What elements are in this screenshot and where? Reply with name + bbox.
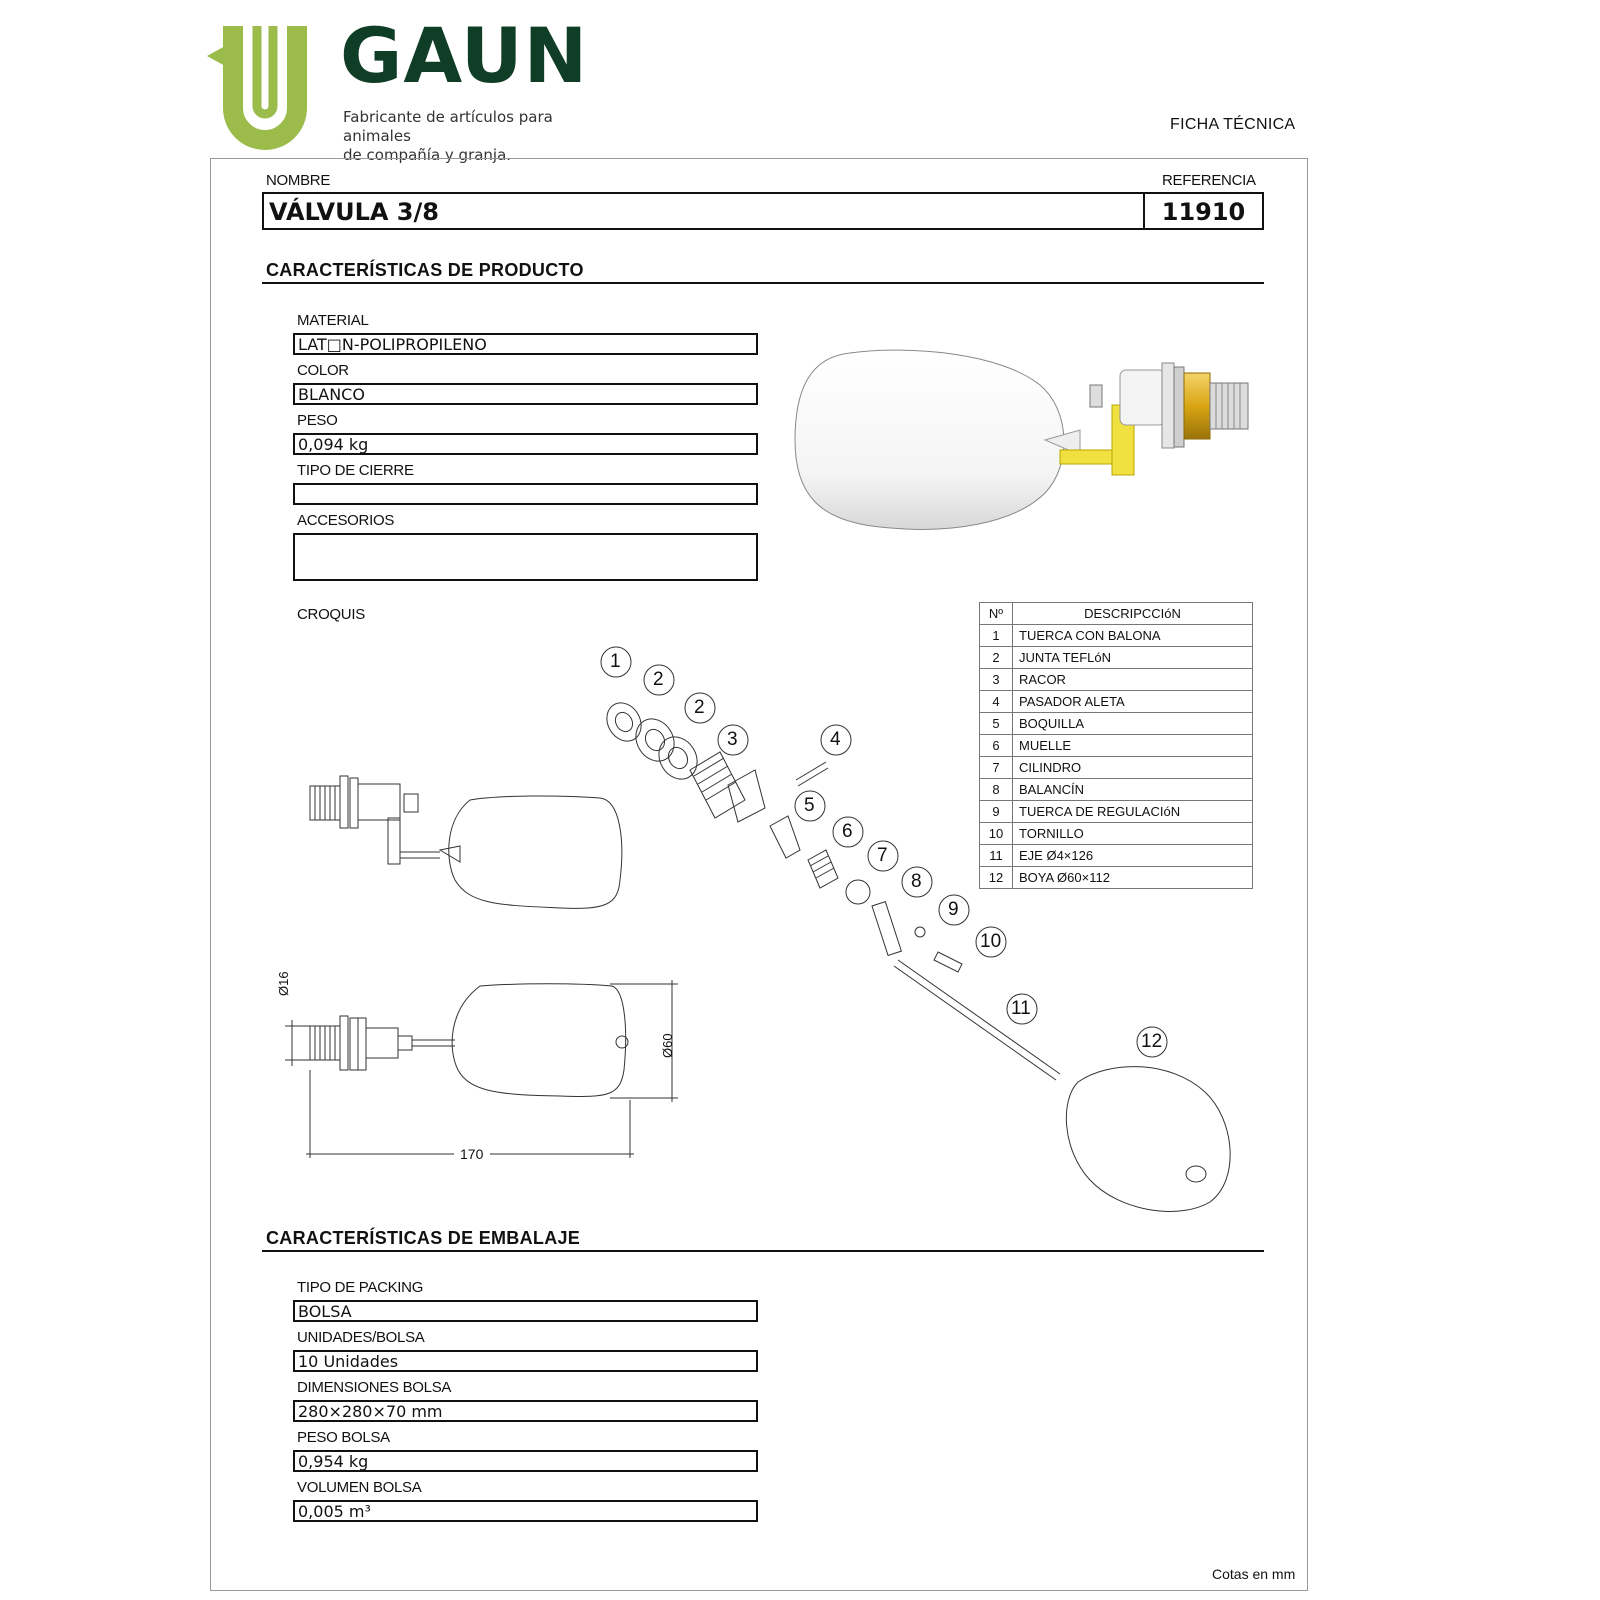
side-view-drawing bbox=[310, 776, 622, 908]
parts-table-header bbox=[980, 603, 1253, 625]
part-description: CILINDRO bbox=[1013, 757, 1253, 779]
color-label: COLOR bbox=[297, 362, 349, 379]
packing-type-label: TIPO DE PACKING bbox=[297, 1279, 424, 1296]
units-field: 10 Unidades bbox=[293, 1350, 758, 1372]
color-field: BLANCO bbox=[293, 383, 758, 405]
part-description: JUNTA TEFLóN bbox=[1013, 647, 1253, 669]
part-description: TORNILLO bbox=[1013, 823, 1253, 845]
part-description: EJE Ø4×126 bbox=[1013, 845, 1253, 867]
part-description: BALANCÍN bbox=[1013, 779, 1253, 801]
table-row bbox=[980, 713, 1253, 735]
dimension-length: 170 bbox=[460, 1146, 484, 1162]
brand-tagline-line-1: Fabricante de artículos para animales bbox=[343, 108, 553, 145]
packing-type-field: BOLSA bbox=[293, 1300, 758, 1322]
closure-label: TIPO DE CIERRE bbox=[297, 462, 414, 479]
table-row bbox=[980, 735, 1253, 757]
units-label: UNIDADES/BOLSA bbox=[297, 1329, 425, 1346]
table-row bbox=[980, 867, 1253, 889]
part-number: 5 bbox=[980, 713, 1013, 735]
table-row bbox=[980, 691, 1253, 713]
part-number: 2 bbox=[980, 647, 1013, 669]
callout-12: 12 bbox=[1141, 1031, 1163, 1052]
bag-weight-field: 0,954 kg bbox=[293, 1450, 758, 1472]
part-number: 8 bbox=[980, 779, 1013, 801]
bag-volume-field: 0,005 m³ bbox=[293, 1500, 758, 1522]
table-row bbox=[980, 625, 1253, 647]
dimension-view-drawing bbox=[285, 980, 678, 1158]
weight-label: PESO bbox=[297, 412, 338, 429]
material-field: LAT□N-POLIPROPILENO bbox=[293, 333, 758, 355]
table-row bbox=[980, 823, 1253, 845]
callout-10: 10 bbox=[980, 931, 1002, 952]
callout-2a: 2 bbox=[653, 669, 664, 690]
units-footnote: Cotas en mm bbox=[1212, 1566, 1296, 1582]
reference-label: REFERENCIA bbox=[1162, 172, 1256, 189]
accessories-label: ACCESORIOS bbox=[297, 512, 395, 529]
part-number: 3 bbox=[980, 669, 1013, 691]
table-row bbox=[980, 801, 1253, 823]
callout-4: 4 bbox=[830, 729, 841, 750]
part-number: 1 bbox=[980, 625, 1013, 647]
callout-8: 8 bbox=[911, 871, 922, 892]
part-description: TUERCA CON BALONA bbox=[1013, 625, 1253, 647]
table-row bbox=[980, 779, 1253, 801]
table-row bbox=[980, 757, 1253, 779]
bag-volume-label: VOLUMEN BOLSA bbox=[297, 1479, 422, 1496]
part-description: BOYA Ø60×112 bbox=[1013, 867, 1253, 889]
part-description: MUELLE bbox=[1013, 735, 1253, 757]
part-number: 11 bbox=[980, 845, 1013, 867]
name-label: NOMBRE bbox=[266, 172, 331, 189]
brand-name: GAUN bbox=[340, 11, 589, 100]
bag-weight-label: PESO BOLSA bbox=[297, 1429, 390, 1446]
packaging-section-title: CARACTERÍSTICAS DE EMBALAJE bbox=[266, 1228, 581, 1248]
table-row bbox=[980, 669, 1253, 691]
table-row bbox=[980, 845, 1253, 867]
dimension-inlet-diameter: Ø16 bbox=[276, 971, 291, 996]
bag-dimensions-field: 280×280×70 mm bbox=[293, 1400, 758, 1422]
part-description: BOQUILLA bbox=[1013, 713, 1253, 735]
packaging-section-rule bbox=[262, 1250, 1264, 1252]
product-name: VÁLVULA 3/8 bbox=[269, 198, 439, 226]
bag-dimensions-label: DIMENSIONES BOLSA bbox=[297, 1379, 452, 1396]
sketch-label: CROQUIS bbox=[297, 606, 365, 623]
callout-7: 7 bbox=[877, 845, 888, 866]
part-description: PASADOR ALETA bbox=[1013, 691, 1253, 713]
dimension-float-diameter: Ø60 bbox=[660, 1033, 675, 1058]
table-row bbox=[980, 647, 1253, 669]
callout-6: 6 bbox=[842, 821, 853, 842]
part-description: TUERCA DE REGULACIóN bbox=[1013, 801, 1253, 823]
material-label: MATERIAL bbox=[297, 312, 369, 329]
parts-header-description: DESCRIPCCIóN bbox=[1013, 603, 1253, 625]
part-number: 10 bbox=[980, 823, 1013, 845]
document-type: FICHA TÉCNICA bbox=[1170, 116, 1296, 133]
part-number: 7 bbox=[980, 757, 1013, 779]
product-reference: 11910 bbox=[1143, 194, 1262, 228]
brand-tagline-line-2: de compañía y granja. bbox=[343, 146, 512, 164]
callout-5: 5 bbox=[804, 795, 815, 816]
callout-11: 11 bbox=[1011, 998, 1031, 1019]
part-number: 9 bbox=[980, 801, 1013, 823]
callout-1: 1 bbox=[610, 651, 621, 672]
part-description: RACOR bbox=[1013, 669, 1253, 691]
callout-3: 3 bbox=[727, 729, 738, 750]
part-number: 12 bbox=[980, 867, 1013, 889]
parts-header-number: Nº bbox=[980, 603, 1013, 625]
callout-9: 9 bbox=[948, 899, 959, 920]
callout-2b: 2 bbox=[694, 697, 705, 718]
parts-table bbox=[979, 602, 1253, 889]
part-number: 6 bbox=[980, 735, 1013, 757]
weight-field: 0,094 kg bbox=[293, 433, 758, 455]
product-section-title: CARACTERÍSTICAS DE PRODUCTO bbox=[266, 260, 584, 280]
part-number: 4 bbox=[980, 691, 1013, 713]
